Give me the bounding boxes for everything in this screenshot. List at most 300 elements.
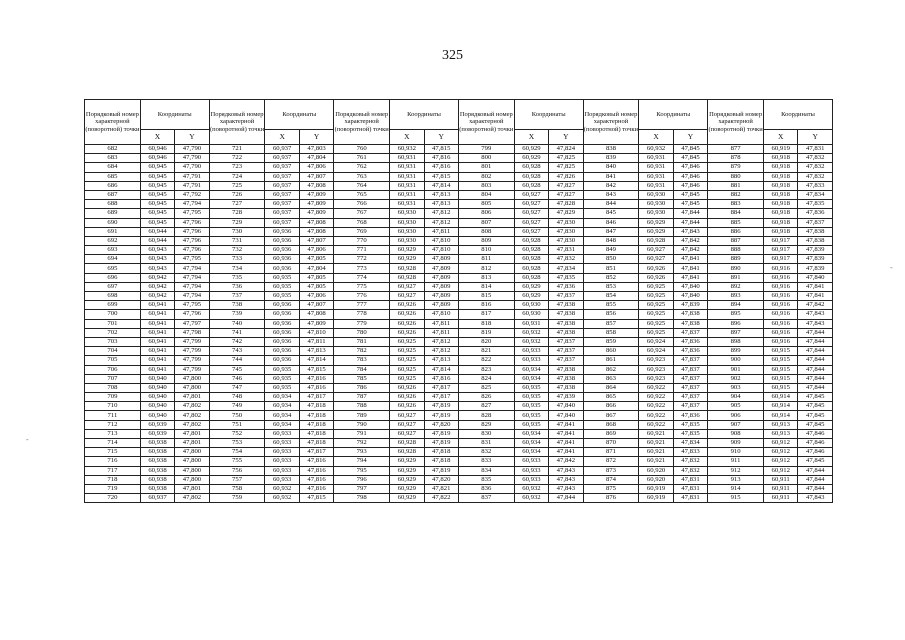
point-number-cell: 782 bbox=[334, 347, 390, 356]
x-coordinate-cell: 60,912 bbox=[764, 466, 798, 475]
x-coordinate-cell: 60,916 bbox=[764, 264, 798, 273]
point-number-cell: 703 bbox=[85, 337, 141, 346]
point-number-cell: 710 bbox=[85, 402, 141, 411]
y-coordinate-cell: 47,819 bbox=[424, 411, 458, 420]
y-coordinate-cell: 47,820 bbox=[424, 420, 458, 429]
y-coordinate-cell: 47,791 bbox=[175, 172, 209, 181]
point-number-cell: 867 bbox=[583, 411, 639, 420]
y-coordinate-cell: 47,844 bbox=[798, 466, 833, 475]
x-coordinate-cell: 60,927 bbox=[514, 227, 548, 236]
x-coordinate-cell: 60,925 bbox=[639, 282, 673, 291]
y-header: Y bbox=[798, 130, 833, 145]
point-number-cell: 851 bbox=[583, 264, 639, 273]
point-number-cell: 839 bbox=[583, 154, 639, 163]
y-coordinate-cell: 47,844 bbox=[673, 218, 707, 227]
y-coordinate-cell: 47,791 bbox=[175, 181, 209, 190]
y-coordinate-cell: 47,800 bbox=[175, 383, 209, 392]
point-number-cell: 749 bbox=[209, 402, 265, 411]
point-number-cell: 901 bbox=[708, 365, 764, 374]
y-coordinate-cell: 47,837 bbox=[549, 347, 583, 356]
y-coordinate-cell: 47,839 bbox=[798, 255, 833, 264]
point-number-cell: 709 bbox=[85, 393, 141, 402]
table-body bbox=[85, 145, 833, 503]
x-coordinate-cell: 60,937 bbox=[140, 494, 174, 503]
point-number-cell: 716 bbox=[85, 457, 141, 466]
point-number-cell: 812 bbox=[458, 264, 514, 273]
x-coordinate-cell: 60,916 bbox=[764, 328, 798, 337]
x-coordinate-cell: 60,938 bbox=[140, 484, 174, 493]
x-coordinate-cell: 60,915 bbox=[764, 347, 798, 356]
y-header: Y bbox=[299, 130, 333, 145]
x-coordinate-cell: 60,941 bbox=[140, 365, 174, 374]
x-coordinate-cell: 60,941 bbox=[140, 347, 174, 356]
y-coordinate-cell: 47,795 bbox=[175, 209, 209, 218]
table-row bbox=[85, 301, 833, 310]
point-number-cell: 726 bbox=[209, 190, 265, 199]
y-coordinate-cell: 47,809 bbox=[299, 209, 333, 218]
y-coordinate-cell: 47,846 bbox=[798, 429, 833, 438]
x-coordinate-cell: 60,931 bbox=[390, 154, 424, 163]
x-coordinate-cell: 60,922 bbox=[639, 393, 673, 402]
x-coordinate-cell: 60,929 bbox=[639, 218, 673, 227]
x-header: X bbox=[140, 130, 174, 145]
y-coordinate-cell: 47,806 bbox=[299, 163, 333, 172]
point-number-cell: 889 bbox=[708, 255, 764, 264]
y-coordinate-cell: 47,815 bbox=[424, 145, 458, 154]
x-coordinate-cell: 60,938 bbox=[140, 457, 174, 466]
point-number-cell: 694 bbox=[85, 255, 141, 264]
y-coordinate-cell: 47,838 bbox=[549, 319, 583, 328]
y-coordinate-cell: 47,794 bbox=[175, 264, 209, 273]
x-coordinate-cell: 60,926 bbox=[390, 393, 424, 402]
table-row bbox=[85, 282, 833, 291]
x-coordinate-cell: 60,924 bbox=[639, 347, 673, 356]
y-coordinate-cell: 47,830 bbox=[549, 218, 583, 227]
x-coordinate-cell: 60,927 bbox=[390, 282, 424, 291]
point-number-cell: 893 bbox=[708, 292, 764, 301]
point-number-cell: 892 bbox=[708, 282, 764, 291]
y-coordinate-cell: 47,801 bbox=[175, 439, 209, 448]
y-coordinate-cell: 47,802 bbox=[175, 402, 209, 411]
point-number-cell: 798 bbox=[334, 494, 390, 503]
y-coordinate-cell: 47,809 bbox=[424, 292, 458, 301]
y-coordinate-cell: 47,800 bbox=[175, 457, 209, 466]
x-coordinate-cell: 60,939 bbox=[140, 429, 174, 438]
y-coordinate-cell: 47,837 bbox=[549, 356, 583, 365]
point-number-cell: 769 bbox=[334, 227, 390, 236]
y-coordinate-cell: 47,817 bbox=[424, 383, 458, 392]
x-coordinate-cell: 60,937 bbox=[265, 163, 299, 172]
point-number-cell: 821 bbox=[458, 347, 514, 356]
point-number-cell: 905 bbox=[708, 402, 764, 411]
y-coordinate-cell: 47,831 bbox=[673, 484, 707, 493]
y-header: Y bbox=[424, 130, 458, 145]
x-coordinate-cell: 60,927 bbox=[514, 209, 548, 218]
y-coordinate-cell: 47,835 bbox=[673, 420, 707, 429]
y-coordinate-cell: 47,833 bbox=[798, 181, 833, 190]
y-coordinate-cell: 47,801 bbox=[175, 429, 209, 438]
x-coordinate-cell: 60,930 bbox=[390, 218, 424, 227]
x-coordinate-cell: 60,930 bbox=[514, 301, 548, 310]
table-row bbox=[85, 328, 833, 337]
x-coordinate-cell: 60,935 bbox=[265, 374, 299, 383]
y-coordinate-cell: 47,808 bbox=[299, 310, 333, 319]
point-number-cell: 858 bbox=[583, 328, 639, 337]
y-coordinate-cell: 47,843 bbox=[673, 227, 707, 236]
point-number-cell: 820 bbox=[458, 337, 514, 346]
x-coordinate-cell: 60,925 bbox=[639, 301, 673, 310]
x-coordinate-cell: 60,937 bbox=[265, 209, 299, 218]
coordinates-header: Координаты bbox=[639, 100, 708, 130]
x-coordinate-cell: 60,918 bbox=[764, 163, 798, 172]
y-coordinate-cell: 47,796 bbox=[175, 246, 209, 255]
x-coordinate-cell: 60,933 bbox=[514, 475, 548, 484]
table-row bbox=[85, 393, 833, 402]
y-coordinate-cell: 47,808 bbox=[299, 181, 333, 190]
y-coordinate-cell: 47,844 bbox=[798, 383, 833, 392]
point-number-cell: 853 bbox=[583, 282, 639, 291]
y-coordinate-cell: 47,807 bbox=[299, 172, 333, 181]
coordinates-table bbox=[84, 99, 833, 503]
x-coordinate-cell: 60,912 bbox=[764, 448, 798, 457]
x-coordinate-cell: 60,928 bbox=[514, 236, 548, 245]
point-number-cell: 914 bbox=[708, 484, 764, 493]
x-coordinate-cell: 60,927 bbox=[514, 200, 548, 209]
x-coordinate-cell: 60,928 bbox=[514, 255, 548, 264]
y-coordinate-cell: 47,836 bbox=[673, 337, 707, 346]
point-number-cell: 778 bbox=[334, 310, 390, 319]
table-row bbox=[85, 190, 833, 199]
y-coordinate-cell: 47,832 bbox=[798, 154, 833, 163]
y-coordinate-cell: 47,838 bbox=[549, 365, 583, 374]
y-coordinate-cell: 47,836 bbox=[549, 282, 583, 291]
x-coordinate-cell: 60,927 bbox=[390, 411, 424, 420]
point-number-cell: 835 bbox=[458, 475, 514, 484]
point-number-cell: 746 bbox=[209, 374, 265, 383]
point-number-cell: 895 bbox=[708, 310, 764, 319]
y-coordinate-cell: 47,843 bbox=[549, 466, 583, 475]
y-coordinate-cell: 47,824 bbox=[549, 145, 583, 154]
point-number-cell: 708 bbox=[85, 383, 141, 392]
y-coordinate-cell: 47,831 bbox=[673, 475, 707, 484]
x-coordinate-cell: 60,944 bbox=[140, 227, 174, 236]
y-coordinate-cell: 47,796 bbox=[175, 310, 209, 319]
y-coordinate-cell: 47,840 bbox=[549, 411, 583, 420]
point-number-cell: 803 bbox=[458, 181, 514, 190]
point-number-cell: 775 bbox=[334, 282, 390, 291]
point-number-cell: 872 bbox=[583, 457, 639, 466]
x-coordinate-cell: 60,926 bbox=[390, 402, 424, 411]
point-number-cell: 862 bbox=[583, 365, 639, 374]
x-coordinate-cell: 60,929 bbox=[390, 246, 424, 255]
point-number-cell: 801 bbox=[458, 163, 514, 172]
point-number-cell: 906 bbox=[708, 411, 764, 420]
y-coordinate-cell: 47,841 bbox=[798, 282, 833, 291]
point-number-cell: 760 bbox=[334, 145, 390, 154]
y-coordinate-cell: 47,839 bbox=[798, 264, 833, 273]
y-coordinate-cell: 47,844 bbox=[798, 356, 833, 365]
point-number-cell: 845 bbox=[583, 209, 639, 218]
point-number-cell: 875 bbox=[583, 484, 639, 493]
point-number-cell: 706 bbox=[85, 365, 141, 374]
y-coordinate-cell: 47,842 bbox=[798, 301, 833, 310]
x-coordinate-cell: 60,928 bbox=[390, 273, 424, 282]
y-coordinate-cell: 47,846 bbox=[798, 439, 833, 448]
y-coordinate-cell: 47,837 bbox=[673, 402, 707, 411]
point-number-cell: 691 bbox=[85, 227, 141, 236]
scan-mark: - bbox=[26, 435, 29, 444]
x-coordinate-cell: 60,921 bbox=[639, 439, 673, 448]
x-coordinate-cell: 60,925 bbox=[390, 347, 424, 356]
table-row bbox=[85, 145, 833, 154]
y-coordinate-cell: 47,831 bbox=[673, 494, 707, 503]
x-coordinate-cell: 60,916 bbox=[764, 337, 798, 346]
point-number-cell: 827 bbox=[458, 402, 514, 411]
y-coordinate-cell: 47,844 bbox=[673, 209, 707, 218]
table-row bbox=[85, 218, 833, 227]
y-coordinate-cell: 47,846 bbox=[673, 181, 707, 190]
point-number-cell: 806 bbox=[458, 209, 514, 218]
y-coordinate-cell: 47,818 bbox=[299, 420, 333, 429]
point-number-cell: 750 bbox=[209, 411, 265, 420]
point-number-cell: 730 bbox=[209, 227, 265, 236]
x-coordinate-cell: 60,938 bbox=[140, 439, 174, 448]
point-number-cell: 689 bbox=[85, 209, 141, 218]
x-coordinate-cell: 60,929 bbox=[514, 145, 548, 154]
table-row bbox=[85, 273, 833, 282]
y-coordinate-cell: 47,846 bbox=[798, 448, 833, 457]
point-number-cell: 717 bbox=[85, 466, 141, 475]
point-number-cell: 712 bbox=[85, 420, 141, 429]
y-coordinate-cell: 47,831 bbox=[549, 246, 583, 255]
y-coordinate-cell: 47,835 bbox=[798, 200, 833, 209]
point-number-cell: 793 bbox=[334, 448, 390, 457]
x-coordinate-cell: 60,917 bbox=[764, 255, 798, 264]
x-coordinate-cell: 60,935 bbox=[514, 420, 548, 429]
x-coordinate-cell: 60,918 bbox=[764, 218, 798, 227]
point-number-cell: 771 bbox=[334, 246, 390, 255]
point-number-cell: 723 bbox=[209, 163, 265, 172]
table-row bbox=[85, 466, 833, 475]
y-coordinate-cell: 47,827 bbox=[549, 181, 583, 190]
point-number-cell: 866 bbox=[583, 402, 639, 411]
y-coordinate-cell: 47,805 bbox=[299, 273, 333, 282]
y-coordinate-cell: 47,845 bbox=[798, 411, 833, 420]
y-coordinate-cell: 47,840 bbox=[798, 273, 833, 282]
coordinates-header: Координаты bbox=[514, 100, 583, 130]
x-coordinate-cell: 60,927 bbox=[390, 420, 424, 429]
y-coordinate-cell: 47,815 bbox=[299, 494, 333, 503]
y-coordinate-cell: 47,819 bbox=[424, 439, 458, 448]
x-coordinate-cell: 60,940 bbox=[140, 374, 174, 383]
y-coordinate-cell: 47,843 bbox=[798, 319, 833, 328]
point-number-cell: 880 bbox=[708, 172, 764, 181]
y-coordinate-cell: 47,814 bbox=[424, 365, 458, 374]
point-number-cell: 814 bbox=[458, 282, 514, 291]
x-coordinate-cell: 60,922 bbox=[639, 383, 673, 392]
y-coordinate-cell: 47,838 bbox=[673, 310, 707, 319]
x-coordinate-cell: 60,928 bbox=[514, 181, 548, 190]
x-coordinate-cell: 60,928 bbox=[390, 264, 424, 273]
x-coordinate-cell: 60,926 bbox=[390, 301, 424, 310]
x-coordinate-cell: 60,914 bbox=[764, 402, 798, 411]
y-coordinate-cell: 47,845 bbox=[673, 200, 707, 209]
point-number-cell: 828 bbox=[458, 411, 514, 420]
point-number-cell: 847 bbox=[583, 227, 639, 236]
x-coordinate-cell: 60,941 bbox=[140, 319, 174, 328]
y-coordinate-cell: 47,840 bbox=[673, 282, 707, 291]
x-header: X bbox=[265, 130, 299, 145]
point-number-cell: 882 bbox=[708, 190, 764, 199]
x-coordinate-cell: 60,918 bbox=[764, 190, 798, 199]
point-number-cell: 741 bbox=[209, 328, 265, 337]
point-number-cell: 810 bbox=[458, 246, 514, 255]
point-number-cell: 859 bbox=[583, 337, 639, 346]
y-coordinate-cell: 47,844 bbox=[798, 484, 833, 493]
x-coordinate-cell: 60,929 bbox=[390, 255, 424, 264]
x-coordinate-cell: 60,924 bbox=[639, 337, 673, 346]
x-coordinate-cell: 60,918 bbox=[764, 172, 798, 181]
point-number-cell: 822 bbox=[458, 356, 514, 365]
y-coordinate-cell: 47,806 bbox=[299, 292, 333, 301]
x-coordinate-cell: 60,913 bbox=[764, 420, 798, 429]
point-number-cell: 738 bbox=[209, 301, 265, 310]
point-number-cell: 733 bbox=[209, 255, 265, 264]
x-coordinate-cell: 60,942 bbox=[140, 292, 174, 301]
y-coordinate-cell: 47,790 bbox=[175, 163, 209, 172]
x-coordinate-cell: 60,941 bbox=[140, 328, 174, 337]
y-coordinate-cell: 47,845 bbox=[673, 145, 707, 154]
x-coordinate-cell: 60,926 bbox=[639, 264, 673, 273]
point-number-cell: 883 bbox=[708, 200, 764, 209]
x-coordinate-cell: 60,926 bbox=[390, 328, 424, 337]
x-coordinate-cell: 60,934 bbox=[514, 448, 548, 457]
x-coordinate-cell: 60,933 bbox=[265, 466, 299, 475]
point-number-cell: 871 bbox=[583, 448, 639, 457]
point-number-cell: 911 bbox=[708, 457, 764, 466]
x-coordinate-cell: 60,915 bbox=[764, 356, 798, 365]
point-number-cell: 796 bbox=[334, 475, 390, 484]
x-coordinate-cell: 60,936 bbox=[265, 310, 299, 319]
point-number-cell: 881 bbox=[708, 181, 764, 190]
point-number-cell: 884 bbox=[708, 209, 764, 218]
x-coordinate-cell: 60,936 bbox=[265, 255, 299, 264]
point-number-cell: 773 bbox=[334, 264, 390, 273]
point-number-cell: 813 bbox=[458, 273, 514, 282]
x-coordinate-cell: 60,919 bbox=[639, 494, 673, 503]
y-coordinate-cell: 47,815 bbox=[424, 172, 458, 181]
x-coordinate-cell: 60,930 bbox=[390, 236, 424, 245]
y-coordinate-cell: 47,842 bbox=[673, 236, 707, 245]
y-coordinate-cell: 47,801 bbox=[175, 393, 209, 402]
y-coordinate-cell: 47,808 bbox=[299, 227, 333, 236]
point-number-header: Порядковый номер характерной (поворотной) точки bbox=[583, 100, 639, 145]
y-coordinate-cell: 47,817 bbox=[424, 393, 458, 402]
point-number-header: Порядковый номер характерной (поворотной) точки bbox=[458, 100, 514, 145]
point-number-cell: 838 bbox=[583, 145, 639, 154]
x-coordinate-cell: 60,933 bbox=[514, 457, 548, 466]
y-coordinate-cell: 47,800 bbox=[175, 475, 209, 484]
table-row bbox=[85, 172, 833, 181]
y-coordinate-cell: 47,832 bbox=[673, 457, 707, 466]
point-number-cell: 915 bbox=[708, 494, 764, 503]
point-number-cell: 823 bbox=[458, 365, 514, 374]
x-coordinate-cell: 60,922 bbox=[639, 420, 673, 429]
point-number-cell: 899 bbox=[708, 347, 764, 356]
y-coordinate-cell: 47,816 bbox=[299, 475, 333, 484]
y-coordinate-cell: 47,843 bbox=[798, 494, 833, 503]
y-coordinate-cell: 47,790 bbox=[175, 154, 209, 163]
point-number-cell: 818 bbox=[458, 319, 514, 328]
point-number-cell: 764 bbox=[334, 181, 390, 190]
x-coordinate-cell: 60,916 bbox=[764, 319, 798, 328]
x-coordinate-cell: 60,923 bbox=[639, 365, 673, 374]
x-coordinate-cell: 60,914 bbox=[764, 393, 798, 402]
x-coordinate-cell: 60,945 bbox=[140, 218, 174, 227]
y-coordinate-cell: 47,802 bbox=[175, 420, 209, 429]
point-number-cell: 849 bbox=[583, 246, 639, 255]
y-coordinate-cell: 47,837 bbox=[798, 218, 833, 227]
x-coordinate-cell: 60,929 bbox=[390, 457, 424, 466]
y-coordinate-cell: 47,816 bbox=[424, 163, 458, 172]
x-coordinate-cell: 60,936 bbox=[265, 347, 299, 356]
y-coordinate-cell: 47,846 bbox=[673, 172, 707, 181]
x-coordinate-cell: 60,942 bbox=[140, 282, 174, 291]
x-coordinate-cell: 60,935 bbox=[514, 383, 548, 392]
x-coordinate-cell: 60,944 bbox=[140, 236, 174, 245]
point-number-cell: 763 bbox=[334, 172, 390, 181]
y-coordinate-cell: 47,837 bbox=[673, 383, 707, 392]
x-coordinate-cell: 60,927 bbox=[639, 255, 673, 264]
point-number-cell: 833 bbox=[458, 457, 514, 466]
point-number-cell: 725 bbox=[209, 181, 265, 190]
x-coordinate-cell: 60,912 bbox=[764, 439, 798, 448]
table-row bbox=[85, 181, 833, 190]
x-coordinate-cell: 60,916 bbox=[764, 292, 798, 301]
x-coordinate-cell: 60,925 bbox=[390, 356, 424, 365]
x-coordinate-cell: 60,918 bbox=[764, 181, 798, 190]
point-number-cell: 857 bbox=[583, 319, 639, 328]
point-number-cell: 860 bbox=[583, 347, 639, 356]
x-coordinate-cell: 60,931 bbox=[390, 163, 424, 172]
table-row bbox=[85, 374, 833, 383]
point-number-cell: 737 bbox=[209, 292, 265, 301]
x-coordinate-cell: 60,933 bbox=[514, 466, 548, 475]
point-number-cell: 864 bbox=[583, 383, 639, 392]
x-coordinate-cell: 60,933 bbox=[265, 475, 299, 484]
y-coordinate-cell: 47,810 bbox=[424, 236, 458, 245]
y-coordinate-cell: 47,794 bbox=[175, 282, 209, 291]
point-number-cell: 751 bbox=[209, 420, 265, 429]
point-number-cell: 722 bbox=[209, 154, 265, 163]
y-coordinate-cell: 47,811 bbox=[424, 319, 458, 328]
point-number-header: Порядковый номер характерной (поворотной) точки bbox=[708, 100, 764, 145]
x-coordinate-cell: 60,933 bbox=[265, 457, 299, 466]
x-coordinate-cell: 60,945 bbox=[140, 181, 174, 190]
point-number-cell: 826 bbox=[458, 393, 514, 402]
y-coordinate-cell: 47,838 bbox=[798, 227, 833, 236]
point-number-cell: 743 bbox=[209, 347, 265, 356]
y-coordinate-cell: 47,841 bbox=[549, 448, 583, 457]
x-coordinate-cell: 60,937 bbox=[265, 218, 299, 227]
header-row bbox=[85, 100, 833, 130]
x-coordinate-cell: 60,931 bbox=[390, 200, 424, 209]
x-coordinate-cell: 60,931 bbox=[514, 319, 548, 328]
table-row bbox=[85, 439, 833, 448]
y-coordinate-cell: 47,844 bbox=[798, 337, 833, 346]
x-coordinate-cell: 60,918 bbox=[764, 154, 798, 163]
y-coordinate-cell: 47,813 bbox=[424, 200, 458, 209]
